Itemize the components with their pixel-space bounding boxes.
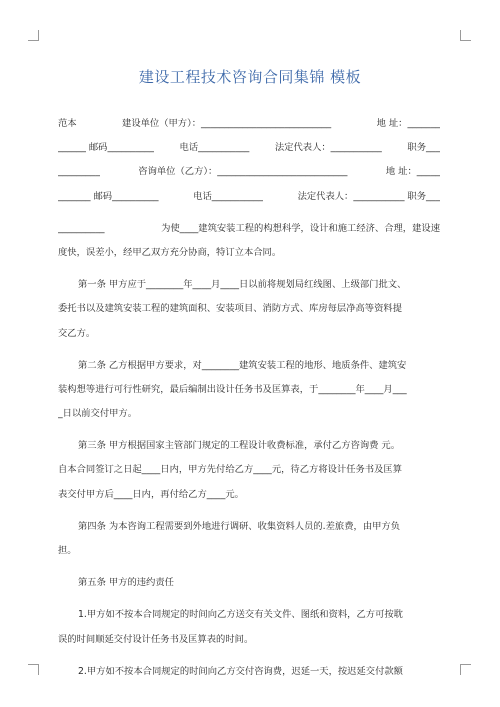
text-line	[58, 160, 440, 184]
text-line	[58, 515, 440, 539]
paragraph-gap	[58, 595, 440, 603]
text-line	[58, 483, 440, 507]
paragraph-gap	[58, 346, 440, 354]
text-line	[58, 112, 440, 136]
text-line	[58, 297, 440, 321]
text-line	[58, 273, 440, 297]
paragraph-parties	[58, 112, 440, 209]
text-line	[58, 185, 440, 209]
text-line	[58, 539, 440, 563]
document-title: 建设工程技术咨询合同集锦 模板	[138, 68, 362, 86]
text-segment: 第三条 甲方根据国家主管部门规定的工程设计收费标准，承付乙方咨询费 元。	[78, 440, 401, 452]
text-segment: 法定代表人：___________ 职务___	[297, 190, 440, 202]
paragraph-gap	[58, 265, 440, 273]
text-line	[58, 628, 440, 652]
text-segment: 1.甲方如不按本合同规定的时间向乙方送交有关文件、图纸和资料，乙方可按耽	[78, 609, 403, 621]
paragraph-article3	[58, 434, 440, 507]
text-segment: 交乙方。	[58, 327, 96, 339]
text-segment: 咨询单位（乙方）：____________________________	[138, 166, 348, 178]
text-segment: 建设单位（甲方）：____________________________	[122, 118, 332, 129]
text-segment: _日以前交付甲方。	[58, 408, 138, 420]
crop-mark-top-right	[460, 30, 471, 41]
paragraph-gap	[58, 426, 440, 434]
text-line	[58, 217, 440, 241]
text-segment: 第二条 乙方根据甲方要求，对________建筑安装工程的地形、地质条件、建筑安	[78, 359, 407, 371]
text-segment: 度快，误差小，经甲乙双方充分协商，特订立本合同。	[58, 246, 282, 258]
text-segment: _______ 邮码__________	[58, 190, 159, 202]
text-segment: 第四条 为本咨询工程需要到外地进行调研、收集资料人员的.差旅费，由甲方负	[78, 520, 401, 532]
text-line	[58, 434, 440, 458]
crop-mark-top-left	[28, 30, 39, 41]
paragraph-article5-item2	[58, 660, 440, 684]
text-segment: ______ 邮码__________	[58, 142, 154, 154]
text-line	[58, 571, 440, 595]
text-line	[58, 241, 440, 265]
paragraph-purpose	[58, 217, 440, 265]
paragraph-article5	[58, 571, 440, 595]
text-segment: 装构想等进行可行性研究，最后编制出设计任务书及匡算表，于________年____月___	[58, 383, 407, 395]
text-segment: 表交付甲方后____日内，再付给乙方____元。	[58, 488, 244, 500]
text-segment: 为使____建筑安装工程的构想科学，设计和施工经济、合理，建设速	[161, 222, 440, 234]
text-line	[58, 322, 440, 346]
text-line	[58, 378, 440, 402]
text-segment: 地 址：_____	[385, 166, 440, 178]
text-line	[58, 402, 440, 426]
text-line	[58, 458, 440, 482]
text-line	[58, 660, 440, 684]
paragraph-gap	[58, 507, 440, 515]
text-segment: 范本	[58, 118, 77, 129]
paragraph-article4	[58, 515, 440, 563]
text-segment: 担。	[58, 545, 77, 556]
paragraph-gap	[58, 209, 440, 217]
text-segment: __________	[58, 222, 105, 234]
text-line	[58, 603, 440, 627]
text-segment: 第一条 甲方应于________年____月____日以前将规划局红线图、上级部门批文、	[78, 279, 407, 291]
paragraph-article2	[58, 354, 440, 427]
text-line	[58, 136, 440, 160]
text-segment: 第五条 甲方的违约责任	[78, 577, 174, 589]
text-segment: 2.甲方如不按本合同规定的时间向乙方交付咨询费，迟延一天，按迟延交付款额	[78, 665, 403, 677]
text-segment: 法定代表人：___________	[274, 142, 382, 154]
paragraph-gap	[58, 652, 440, 660]
paragraph-article5-item1	[58, 603, 440, 651]
crop-mark-bottom-right	[460, 664, 471, 675]
text-segment: 职务___	[407, 142, 440, 154]
text-segment: 地 址：_______	[376, 118, 440, 129]
text-segment: 电话___________	[193, 190, 263, 202]
text-line	[58, 354, 440, 378]
text-segment: 电话___________	[179, 142, 250, 154]
text-segment: 误的时间顺延交付设计任务书及匡算表的时间。	[58, 633, 254, 645]
paragraph-gap	[58, 563, 440, 571]
text-segment: 自本合同签订之日起____日内，甲方先付给乙方____元，待乙方将设计任务书及匡算	[58, 464, 402, 476]
paragraph-article1	[58, 273, 440, 346]
crop-mark-bottom-left	[28, 664, 39, 675]
text-segment: _________	[58, 166, 100, 178]
text-segment: 委托书以及建筑安装工程的建筑面积、安装项目、消防方式、库房每层净高等资料提	[58, 303, 402, 315]
document-body	[58, 112, 440, 684]
